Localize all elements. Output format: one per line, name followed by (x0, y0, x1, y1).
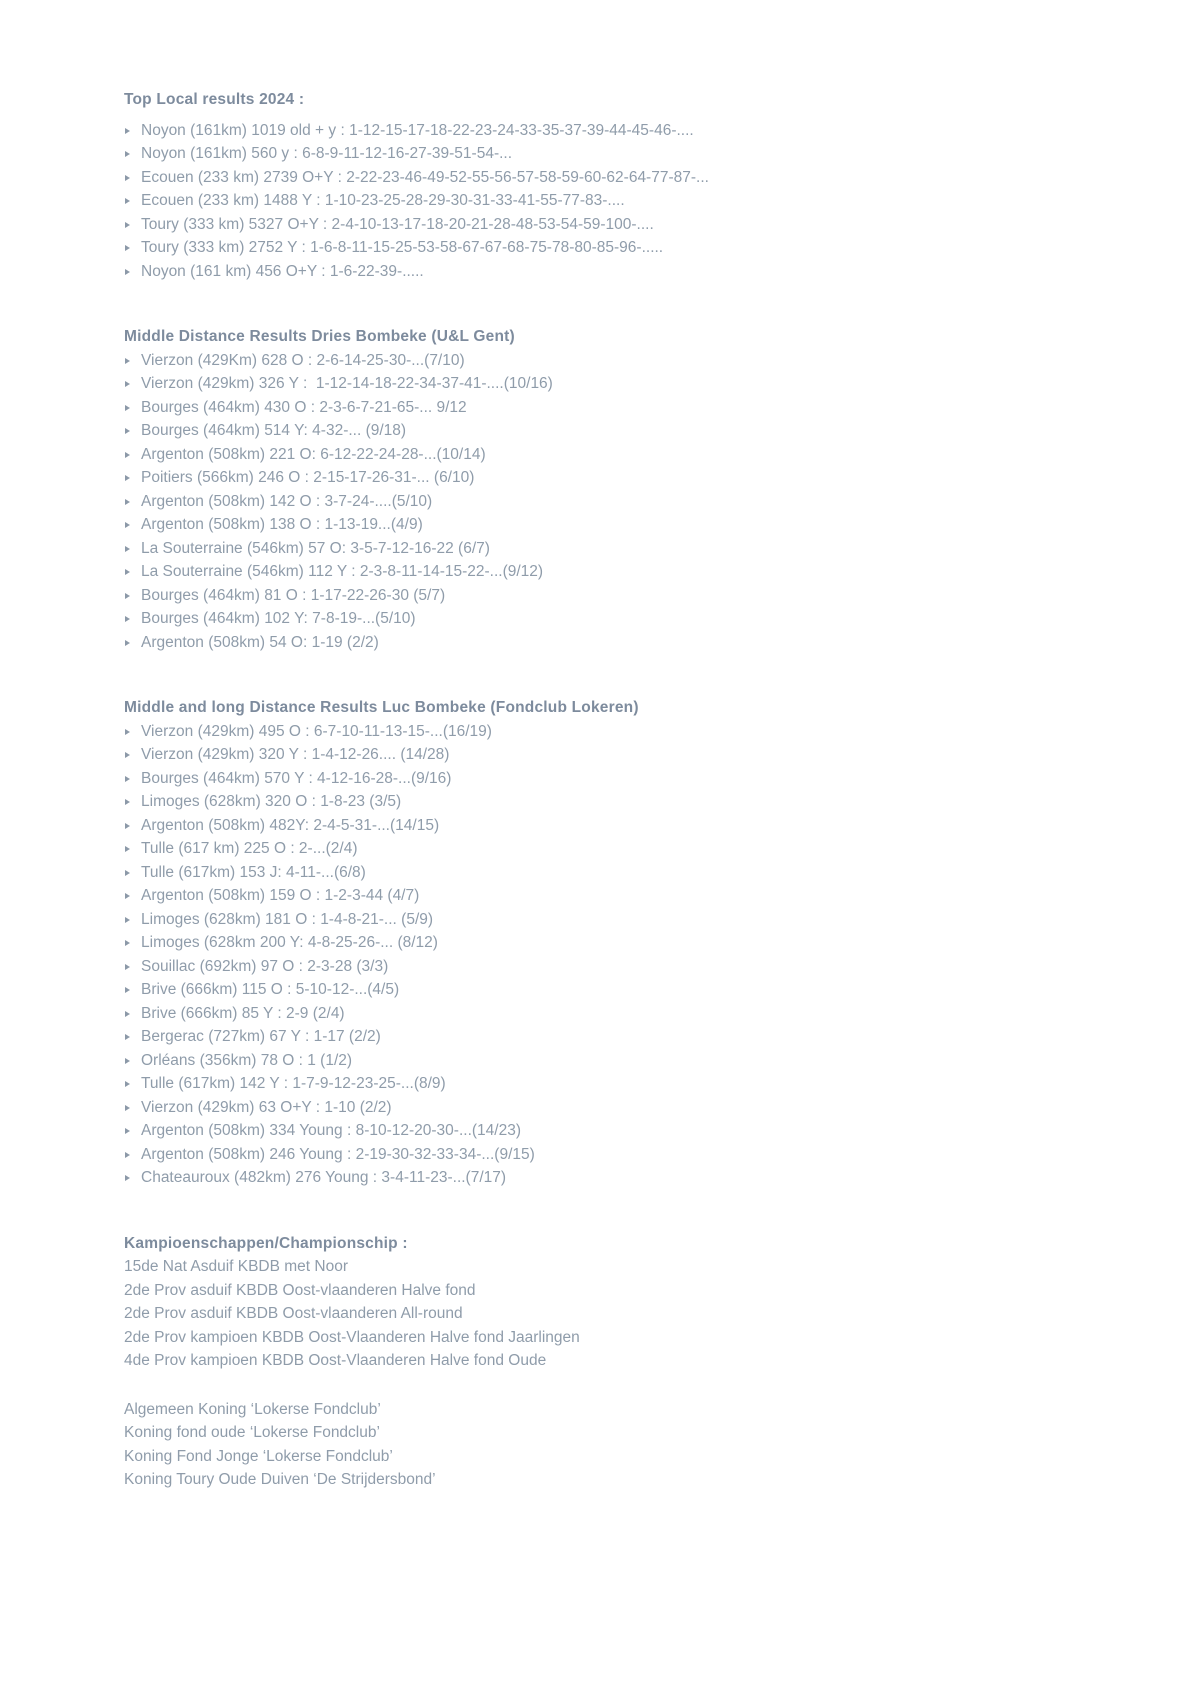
result-item (124, 513, 1150, 537)
result-item (124, 1096, 1150, 1120)
bullet-triangle-icon (125, 452, 130, 458)
result-text: Brive (666km) 115 O : 5-10-12-...(4/5) (141, 981, 400, 998)
result-item (124, 166, 1150, 190)
result-item (124, 236, 1150, 260)
result-item (124, 349, 1150, 373)
result-text: La Souterraine (546km) 112 Y : 2-3-8-11-14-15-22-...(9/12) (141, 563, 544, 580)
result-item (124, 767, 1150, 791)
result-item (124, 790, 1150, 814)
result-item (124, 1025, 1150, 1049)
bullet-triangle-icon (125, 499, 130, 505)
bullet-triangle-icon (125, 381, 130, 387)
result-text: Tulle (617km) 142 Y : 1-7-9-12-23-25-...(8/9) (141, 1075, 446, 1092)
result-text: Orléans (356km) 78 O : 1 (1/2) (141, 1051, 353, 1069)
results-list (124, 720, 1150, 1190)
result-text: Noyon (161 km) 456 O+Y : 1-6-22-39-..... (141, 262, 424, 280)
result-text: Bourges (464km) 81 O : 1-17-22-26-30 (5/7) (141, 586, 446, 604)
result-text: Tulle (617 km) 225 O : 2-...(2/4) (141, 840, 358, 857)
result-item (124, 142, 1150, 166)
result-text: Vierzon (429Km) 628 O : 2-6-14-25-30-...(7/10) (141, 351, 465, 369)
result-item (124, 814, 1150, 838)
result-text: Limoges (628km 200 Y: 4-8-25-26-... (8/12) (141, 934, 438, 951)
result-item (124, 931, 1150, 955)
result-text: Toury (333 km) 2752 Y : 1-6-8-11-15-25-53-58-67-67-68-75-78-80-85-96-..... (141, 239, 664, 256)
result-text: Souillac (692km) 97 O : 2-3-28 (3/3) (141, 957, 389, 975)
bullet-triangle-icon (125, 151, 130, 157)
bullet-triangle-icon (125, 1105, 130, 1111)
championship-line: 2de Prov asduif KBDB Oost-vlaanderen Halve fond (124, 1281, 476, 1299)
bullet-triangle-icon (125, 405, 130, 411)
bullet-triangle-icon (125, 1081, 130, 1087)
bullet-triangle-icon (125, 964, 130, 970)
bullet-triangle-icon (125, 1175, 130, 1181)
result-text: Argenton (508km) 246 Young : 2-19-30-32-33-34-...(9/15) (141, 1145, 535, 1163)
result-text: Noyon (161km) 1019 old + y : 1-12-15-17-18-22-23-24-33-35-37-39-44-45-46-.... (141, 121, 694, 139)
result-text: Limoges (628km) 320 O : 1-8-23 (3/5) (141, 793, 402, 810)
result-item (124, 213, 1150, 237)
bullet-triangle-icon (125, 823, 130, 829)
result-item (124, 584, 1150, 608)
result-item (124, 419, 1150, 443)
section-title: Middle Distance Results Dries Bombeke (U&L Gent) (124, 328, 515, 345)
bullet-triangle-icon (125, 128, 130, 134)
bullet-triangle-icon (125, 1152, 130, 1158)
bullet-triangle-icon (125, 940, 130, 946)
bullet-triangle-icon (125, 222, 130, 228)
bullet-triangle-icon (125, 269, 130, 275)
section-title: Top Local results 2024 : (124, 91, 305, 108)
bullet-triangle-icon (125, 846, 130, 852)
section-middle-distance-dries-bombeke (124, 325, 1150, 654)
section-title: Kampioenschappen/Championschip : (124, 1234, 408, 1252)
result-text: Chateauroux (482km) 276 Young : 3-4-11-23-...(7/17) (141, 1169, 507, 1186)
bullet-triangle-icon (125, 616, 130, 622)
bullet-triangle-icon (125, 522, 130, 528)
king-title-line: Koning fond oude ‘Lokerse Fondclub’ (124, 1424, 380, 1441)
result-item (124, 1002, 1150, 1026)
section-championships (124, 1232, 1150, 1492)
result-item (124, 837, 1150, 861)
bullet-triangle-icon (125, 1034, 130, 1040)
result-text: Ecouen (233 km) 1488 Y : 1-10-23-25-28-29-30-31-33-41-55-77-83-.... (141, 192, 625, 209)
result-text: Bourges (464km) 430 O : 2-3-6-7-21-65-... 9/12 (141, 398, 467, 416)
bullet-triangle-icon (125, 569, 130, 575)
results-list (124, 349, 1150, 655)
result-text: Tulle (617km) 153 J: 4-11-...(6/8) (141, 863, 366, 881)
result-item (124, 978, 1150, 1002)
championship-lines (124, 1255, 1150, 1373)
bullet-triangle-icon (125, 198, 130, 204)
bullet-triangle-icon (125, 729, 130, 735)
bullet-triangle-icon (125, 1011, 130, 1017)
result-text: Ecouen (233 km) 2739 O+Y : 2-22-23-46-49-52-55-56-57-58-59-60-62-64-77-87-... (141, 168, 709, 186)
section-title: Middle and long Distance Results Luc Bombeke (Fondclub Lokeren) (124, 699, 639, 716)
result-item (124, 908, 1150, 932)
bullet-triangle-icon (125, 870, 130, 876)
result-text: Bourges (464km) 102 Y: 7-8-19-...(5/10) (141, 610, 416, 627)
results-list (124, 119, 1150, 284)
result-text: La Souterraine (546km) 57 O: 3-5-7-12-16-22 (6/7) (141, 539, 490, 557)
result-text: Brive (666km) 85 Y : 2-9 (2/4) (141, 1004, 345, 1022)
bullet-triangle-icon (125, 776, 130, 782)
result-item (124, 743, 1150, 767)
king-title-line: Koning Fond Jonge ‘Lokerse Fondclub’ (124, 1447, 393, 1465)
section-top-local-results (124, 88, 1150, 283)
result-item (124, 372, 1150, 396)
result-item (124, 861, 1150, 885)
bullet-triangle-icon (125, 917, 130, 923)
result-text: Vierzon (429km) 320 Y : 1-4-12-26.... (14/28) (141, 746, 450, 763)
bullet-triangle-icon (125, 893, 130, 899)
result-item (124, 1119, 1150, 1143)
result-item (124, 884, 1150, 908)
bullet-triangle-icon (125, 1058, 130, 1064)
result-text: Argenton (508km) 482Y: 2-4-5-31-...(14/15) (141, 816, 440, 834)
bullet-triangle-icon (125, 245, 130, 251)
result-item (124, 537, 1150, 561)
result-text: Limoges (628km) 181 O : 1-4-8-21-... (5/9) (141, 910, 434, 928)
result-item (124, 1166, 1150, 1190)
result-item (124, 607, 1150, 631)
bullet-triangle-icon (125, 752, 130, 758)
bullet-triangle-icon (125, 799, 130, 805)
championship-line: 2de Prov asduif KBDB Oost-vlaanderen All-round (124, 1305, 463, 1322)
championship-line: 2de Prov kampioen KBDB Oost-Vlaanderen Halve fond Jaarlingen (124, 1328, 580, 1346)
result-text: Argenton (508km) 159 O : 1-2-3-44 (4/7) (141, 887, 420, 904)
bullet-triangle-icon (125, 640, 130, 646)
king-title-lines (124, 1398, 1150, 1492)
result-text: Argenton (508km) 334 Young : 8-10-12-20-30-...(14/23) (141, 1122, 521, 1139)
result-item (124, 1072, 1150, 1096)
result-item (124, 720, 1150, 744)
bullet-triangle-icon (125, 987, 130, 993)
result-text: Vierzon (429km) 495 O : 6-7-10-11-13-15-...(16/19) (141, 722, 492, 740)
result-item (124, 560, 1150, 584)
result-text: Toury (333 km) 5327 O+Y : 2-4-10-13-17-18-20-21-28-48-53-54-59-100-.... (141, 215, 654, 233)
result-text: Noyon (161km) 560 y : 6-8-9-11-12-16-27-39-51-54-... (141, 145, 513, 162)
bullet-triangle-icon (125, 475, 130, 481)
result-text: Argenton (508km) 221 O: 6-12-22-24-28-...(10/14) (141, 445, 486, 463)
king-title-line: Algemeen Koning ‘Lokerse Fondclub’ (124, 1400, 381, 1418)
result-item (124, 1143, 1150, 1167)
bullet-triangle-icon (125, 428, 130, 434)
bullet-triangle-icon (125, 593, 130, 599)
bullet-triangle-icon (125, 546, 130, 552)
championship-line: 4de Prov kampioen KBDB Oost-Vlaanderen Halve fond Oude (124, 1352, 547, 1369)
result-item (124, 490, 1150, 514)
bullet-triangle-icon (125, 358, 130, 364)
result-text: Argenton (508km) 138 O : 1-13-19...(4/9) (141, 516, 423, 533)
result-text: Bourges (464km) 514 Y: 4-32-... (9/18) (141, 422, 407, 439)
result-item (124, 955, 1150, 979)
section-middle-long-distance-luc-bombeke (124, 696, 1150, 1190)
result-text: Bergerac (727km) 67 Y : 1-17 (2/2) (141, 1028, 381, 1045)
championship-line: 15de Nat Asduif KBDB met Noor (124, 1258, 349, 1275)
result-item (124, 631, 1150, 655)
result-text: Vierzon (429km) 63 O+Y : 1-10 (2/2) (141, 1098, 392, 1116)
result-item (124, 443, 1150, 467)
result-item (124, 189, 1150, 213)
result-text: Poitiers (566km) 246 O : 2-15-17-26-31-... (6/10) (141, 469, 475, 486)
bullet-triangle-icon (125, 175, 130, 181)
king-title-line: Koning Toury Oude Duiven ‘De Strijdersbond’ (124, 1471, 436, 1488)
result-text: Argenton (508km) 54 O: 1-19 (2/2) (141, 633, 379, 651)
result-item (124, 396, 1150, 420)
bullet-triangle-icon (125, 1128, 130, 1134)
result-item (124, 466, 1150, 490)
result-text: Argenton (508km) 142 O : 3-7-24-....(5/10) (141, 492, 433, 510)
result-text: Bourges (464km) 570 Y : 4-12-16-28-...(9/16) (141, 769, 452, 787)
result-item (124, 119, 1150, 143)
result-item (124, 1049, 1150, 1073)
result-text: Vierzon (429km) 326 Y : 1-12-14-18-22-34-37-41-....(10/16) (141, 375, 553, 392)
result-item (124, 260, 1150, 284)
